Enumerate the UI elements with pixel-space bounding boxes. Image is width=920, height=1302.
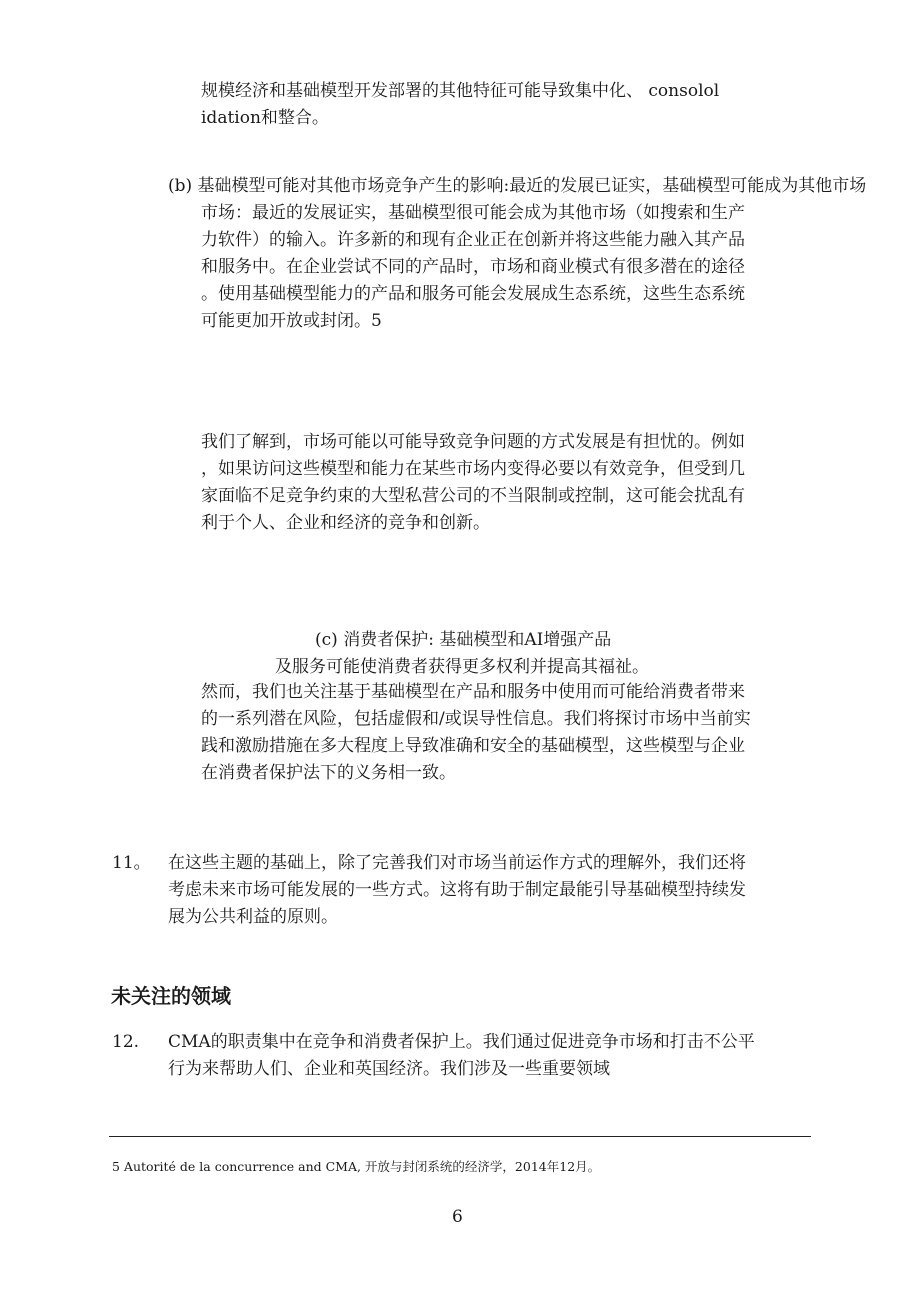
paragraph-concern-line: 家面临不足竞争约束的大型私营公司的不当限制或控制，这可能会扰乱有 — [201, 486, 745, 506]
paragraph-11-line: 在这些主题的基础上，除了完善我们对市场当前运作方式的理解外，我们还将 — [168, 853, 746, 873]
paragraph-concern-line: 利于个人、企业和经济的竞争和创新。 — [201, 513, 490, 533]
paragraph-c-line: 然而，我们也关注基于基础模型在产品和服务中使用而可能给消费者带来 — [201, 682, 745, 702]
page-number: 6 — [452, 1207, 463, 1227]
paragraph-c-line: 的一系列潜在风险，包括虚假和/或误导性信息。我们将探讨市场中当前实 — [201, 709, 751, 729]
paragraph-a-line: 规模经济和基础模型开发部署的其他特征可能导致集中化、 consolol — [201, 81, 720, 101]
paragraph-concern-line: 我们了解到，市场可能以可能导致竞争问题的方式发展是有担忧的。例如 — [201, 432, 745, 452]
paragraph-c-line: 在消费者保护法下的义务相一致。 — [201, 763, 456, 783]
footnote-divider — [109, 1136, 811, 1137]
footnote: 5 Autorité de la concurrence and CMA, 开放与封闭系统的经济学，2014年12月。 — [112, 1159, 601, 1174]
paragraph-12-line: CMA的职责集中在竞争和消费者保护上。我们通过促进竞争市场和打击不公平 — [168, 1032, 755, 1052]
section-heading: 未关注的领域 — [111, 984, 231, 1008]
paragraph-c-line: 践和激励措施在多大程度上导致准确和安全的基础模型，这些模型与企业 — [201, 736, 745, 756]
paragraph-concern-line: ，如果访问这些模型和能力在某些市场内变得必要以有效竞争，但受到几 — [201, 459, 745, 479]
paragraph-c-line: (c) 消费者保护: 基础模型和AI增强产品 — [315, 630, 612, 650]
paragraph-b-line: 可能更加开放或封闭。5 — [201, 311, 382, 331]
paragraph-b-line: 力软件）的输入。许多新的和现有企业正在创新并将这些能力融入其产品 — [201, 230, 745, 250]
paragraph-11-line: 考虑未来市场可能发展的一些方式。这将有助于制定最能引导基础模型持续发 — [168, 880, 746, 900]
paragraph-b-line: 。使用基础模型能力的产品和服务可能会发展成生态系统，这些生态系统 — [201, 284, 745, 304]
paragraph-b-line: 和服务中。在企业尝试不同的产品时，市场和商业模式有很多潜在的途径 — [201, 257, 745, 277]
paragraph-c-line: 及服务可能使消费者获得更多权利并提高其福祉。 — [275, 657, 649, 677]
paragraph-12-line: 行为来帮助人们、企业和英国经济。我们涉及一些重要领域 — [168, 1059, 610, 1079]
paragraph-b-line: (b) 基础模型可能对其他市场竞争产生的影响:最近的发展已证实，基础模型可能成为其他市场 — [168, 176, 867, 196]
paragraph-b-line: 市场：最近的发展证实，基础模型很可能会成为其他市场（如搜索和生产 — [201, 203, 745, 223]
paragraph-a-line: idation和整合。 — [201, 108, 329, 128]
paragraph-11-line: 展为公共利益的原则。 — [168, 907, 338, 927]
paragraph-number-12: 12. — [112, 1032, 140, 1052]
paragraph-number-11: 11。 — [112, 853, 151, 873]
